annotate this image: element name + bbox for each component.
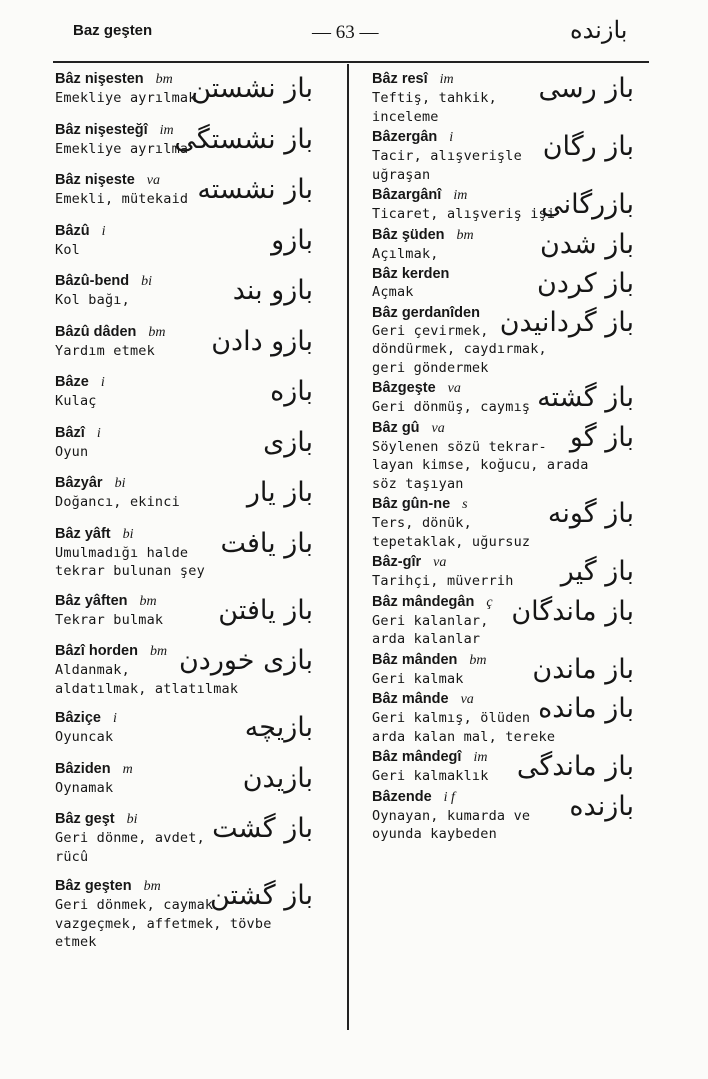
dictionary-entry — [55, 709, 323, 747]
dictionary-entry — [55, 323, 323, 361]
definition-line: inceleme — [372, 108, 439, 125]
headword-text: Bâziden — [55, 760, 111, 777]
headword-text: Bâz mânden — [372, 651, 458, 668]
dictionary-entry — [372, 593, 654, 649]
grammar-tag: bi — [126, 812, 138, 827]
right-column — [372, 70, 654, 846]
dictionary-entry — [55, 121, 323, 159]
headword-text: Bâzû-bend — [55, 273, 130, 289]
grammar-tag: i — [449, 130, 454, 145]
arabic-script-term: باز یافت — [220, 527, 313, 559]
headword-text: Bâz nişesteğî — [55, 121, 148, 138]
headword-text: Bâziçe — [55, 710, 101, 726]
definition-line: Tacir, alışverişle — [372, 148, 522, 164]
arabic-script-term: باز مانده — [538, 693, 634, 724]
grammar-tag: bm — [155, 72, 173, 87]
grammar-tag: im — [439, 72, 454, 87]
headword-text: Bâze — [55, 374, 89, 390]
definition-line: Oyuncak — [55, 729, 114, 745]
arabic-script-term: بازیدن — [242, 762, 313, 794]
definition-line: Aldanmak, — [55, 662, 130, 678]
grammar-tag: ç — [486, 594, 493, 610]
definition-line: Tarihçi, müverrih — [372, 573, 514, 589]
dictionary-entry — [372, 265, 654, 302]
grammar-tag: im — [159, 122, 174, 138]
definition-line: Kol bağı, — [55, 292, 130, 308]
definition-line: Geri dönmek, caymak — [55, 897, 214, 913]
arabic-script-term: باز نشسته — [197, 174, 313, 205]
grammar-tag: bm — [148, 324, 166, 340]
arabic-script-term: بازرگانی — [541, 189, 634, 220]
headword-text: Bâz-gîr — [372, 554, 422, 570]
dictionary-entry — [372, 70, 654, 126]
running-head-left: Baz geşten — [73, 22, 153, 39]
dictionary-entry — [55, 877, 323, 952]
dictionary-entry — [372, 651, 654, 689]
dictionary-entry — [55, 171, 323, 209]
headword-text: Bâz nişeste — [55, 172, 135, 188]
definition-line: Açmak — [372, 284, 414, 300]
page-number: — 63 — — [312, 22, 379, 43]
grammar-tag: bm — [469, 652, 487, 668]
arabic-script-term: باز نشستن — [191, 73, 313, 104]
dictionary-entry — [372, 186, 654, 224]
headword-text: Bâzî horden — [55, 643, 138, 659]
definition-line: Açılmak, — [372, 245, 439, 262]
definition-line: Geri çevirmek, — [372, 322, 489, 339]
definition-line: Kulaç — [55, 393, 97, 409]
definition-line: Umulmadığı halde — [55, 544, 189, 561]
headword-text: Bâzende — [372, 788, 432, 805]
dictionary-entry — [55, 810, 323, 866]
definition-line: arda kalanlar — [372, 631, 481, 647]
grammar-tag: bi — [122, 526, 134, 542]
arabic-script-term: باز گشتن — [209, 880, 313, 911]
definition-line: aldatılmak, atlatılmak — [55, 680, 239, 697]
headword-text: Bâz kerden — [372, 266, 450, 282]
dictionary-entry — [372, 690, 654, 746]
arabic-script-term: بازنده — [569, 790, 634, 822]
header-rule — [53, 61, 649, 63]
grammar-tag: im — [473, 750, 488, 765]
dictionary-entry — [372, 495, 654, 551]
definition-line: arda kalan mal, tereke — [372, 728, 556, 745]
grammar-tag: i — [101, 223, 106, 239]
definition-line: etmek — [55, 934, 97, 950]
dictionary-entry — [372, 226, 654, 264]
definition-line: Geri kalmak — [372, 670, 464, 687]
headword-text: Bâz mândegî — [372, 749, 462, 765]
arabic-script-term: باز ماندگی — [516, 751, 634, 782]
headword-text: Bâz gû — [372, 419, 420, 436]
dictionary-entry — [55, 70, 323, 108]
arabic-script-term: باز رگان — [542, 131, 634, 162]
grammar-tag: bm — [456, 227, 474, 243]
definition-line: Geri kalmaklık — [372, 768, 489, 784]
definition-line: Geri kalmış, ölüden — [372, 710, 531, 726]
dictionary-entry — [372, 304, 654, 378]
left-column — [55, 70, 323, 963]
arabic-script-term: بازی خوردن — [178, 645, 313, 676]
definition-line: Teftiş, tahkik, — [372, 90, 497, 106]
definition-line: Doğancı, ekinci — [55, 494, 180, 510]
dictionary-entry — [55, 222, 323, 260]
definition-line: döndürmek, caydırmak, — [372, 341, 547, 357]
grammar-tag: i — [96, 425, 101, 441]
arabic-script-term: باز ماندن — [532, 653, 634, 685]
headword-text: Bâz mânde — [372, 691, 449, 707]
arabic-script-term: باز گردانیدن — [499, 306, 634, 338]
definition-line: Oyun — [55, 443, 89, 460]
running-head-right: بازنده — [570, 16, 628, 44]
dictionary-entry — [55, 760, 323, 798]
arabic-script-term: باز گو — [569, 421, 634, 453]
dictionary-entry — [55, 373, 323, 411]
column-divider — [347, 64, 349, 1030]
headword-text: Bâz resî — [372, 71, 428, 87]
definition-line: söz taşıyan — [372, 475, 464, 492]
headword-text: Bâzî — [55, 424, 85, 441]
definition-line: Emekliye ayrılmak — [55, 90, 197, 106]
arabic-script-term: بازو دادن — [211, 325, 313, 357]
grammar-tag: va — [146, 173, 161, 188]
arabic-script-term: باز شدن — [540, 228, 634, 260]
definition-line: Ticaret, alışveriş işi — [372, 206, 556, 222]
grammar-tag: im — [453, 188, 468, 203]
arabic-script-term: بازیچه — [244, 712, 313, 743]
definition-line: vazgeçmek, affetmek, tövbe — [55, 915, 272, 932]
definition-line: rücû — [55, 848, 89, 865]
definition-line: Emekliye ayrılma — [55, 140, 189, 157]
grammar-tag: bm — [149, 644, 168, 659]
arabic-script-term: باز گشته — [537, 382, 634, 413]
headword-text: Bâz nişesten — [55, 71, 144, 87]
definition-line: Geri dönmüş, caymış — [372, 399, 531, 415]
grammar-tag: va — [460, 692, 474, 707]
headword-text: Bâzû — [55, 222, 90, 239]
headword-text: Bâz geşt — [55, 811, 115, 827]
arabic-script-term: بازه — [270, 376, 313, 407]
headword-text: Bâzargânî — [372, 187, 442, 203]
headword-text: Bâzgeşte — [372, 380, 436, 396]
dictionary-entry — [55, 642, 323, 698]
definition-line: tekrar bulunan şey — [55, 563, 205, 579]
grammar-tag: bm — [139, 593, 157, 609]
headword-text: Bâz gerdanîden — [372, 304, 480, 321]
dictionary-entry — [372, 128, 654, 184]
definition-line: tepetaklak, uğursuz — [372, 533, 531, 550]
arabic-script-term: باز رسی — [538, 73, 634, 104]
definition-line: layan kimse, koğucu, arada — [372, 457, 589, 473]
arabic-script-term: باز گیر — [560, 556, 634, 587]
headword-text: Bâz yâften — [55, 592, 128, 609]
definition-line: Oynayan, kumarda ve — [372, 807, 531, 824]
arabic-script-term: باز نشستگی — [174, 123, 313, 155]
headword-text: Bâzû dâden — [55, 323, 137, 340]
dictionary-entry — [55, 272, 323, 310]
arabic-script-term: باز گشت — [212, 813, 313, 844]
arabic-script-term: بازو — [271, 224, 313, 256]
headword-text: Bâz geşten — [55, 878, 132, 894]
definition-line: Kol — [55, 241, 80, 258]
definition-line: Geri kalanlar, — [372, 612, 489, 629]
grammar-tag: i — [112, 711, 117, 726]
grammar-tag: va — [431, 420, 445, 436]
grammar-tag: i f — [443, 789, 455, 805]
dictionary-entry — [372, 748, 654, 786]
definition-line: Oynamak — [55, 779, 114, 796]
dictionary-entry — [372, 419, 654, 494]
headword-text: Bâz yâft — [55, 525, 111, 542]
grammar-tag: m — [122, 761, 133, 777]
dictionary-entry — [372, 553, 654, 591]
dictionary-entry — [372, 788, 654, 844]
definition-line: Ters, dönük, — [372, 515, 472, 531]
dictionary-entry — [372, 379, 654, 417]
dictionary-entry — [55, 424, 323, 462]
headword-text: Bâz mândegân — [372, 593, 475, 610]
grammar-tag: bm — [143, 879, 161, 894]
dictionary-entry — [55, 525, 323, 581]
grammar-tag: va — [433, 555, 447, 570]
arabic-script-term: باز گونه — [547, 498, 634, 529]
dictionary-entry — [55, 474, 323, 512]
definition-line: oyunda kaybeden — [372, 826, 497, 842]
definition-line: Geri dönme, avdet, — [55, 830, 205, 846]
grammar-tag: s — [462, 497, 468, 512]
arabic-script-term: باز کردن — [537, 268, 634, 299]
definition-line: Söylenen sözü tekrar- — [372, 438, 547, 455]
arabic-script-term: بازو بند — [232, 275, 313, 306]
definition-line: geri göndermek — [372, 359, 489, 376]
definition-line: Emekli, mütekaid — [55, 191, 189, 207]
definition-line: Tekrar bulmak — [55, 611, 164, 628]
headword-text: Bâz gûn-ne — [372, 496, 451, 512]
headword-text: Bâzergân — [372, 129, 438, 145]
arabic-script-term: بازی — [263, 426, 313, 458]
grammar-tag: bi — [114, 476, 126, 491]
grammar-tag: bi — [141, 274, 152, 289]
definition-line: Yardım etmek — [55, 342, 155, 359]
arabic-script-term: باز یافتن — [218, 594, 313, 626]
headword-text: Bâzyâr — [55, 475, 103, 491]
headword-text: Bâz şüden — [372, 226, 445, 243]
dictionary-entry — [55, 592, 323, 630]
definition-line: uğraşan — [372, 166, 431, 183]
arabic-script-term: باز ماندگان — [511, 595, 634, 627]
grammar-tag: i — [100, 375, 105, 390]
arabic-script-term: باز یار — [246, 477, 313, 508]
grammar-tag: va — [447, 381, 461, 396]
